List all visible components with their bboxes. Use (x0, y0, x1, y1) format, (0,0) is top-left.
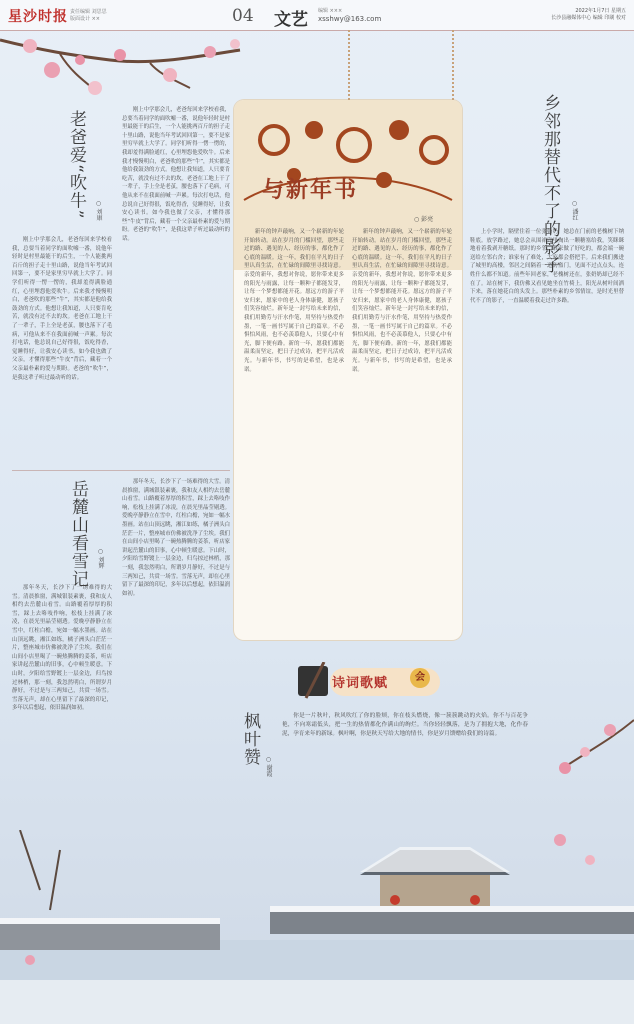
plum-branch-illustration (530, 700, 634, 800)
panel-author: ○ 彭亮 (414, 216, 434, 223)
masthead-meta: 责任编辑 刘思思 版面设计 ×× (70, 9, 107, 22)
editor-line: 编辑 ××× (318, 8, 343, 14)
section-title: 文艺 (274, 10, 308, 30)
plum-branch-illustration (0, 30, 260, 100)
author-yuelu: ○ 刘辉 (97, 548, 104, 569)
poem-fengye: 你是一片秋叶，秋风吹红了你的脸颊，你在枝头燃烧，像一簇簇跳动的火焰。你不与百花争艳，不向寒霜低头，把一生的热情都化作满山的绚烂。当你轻轻飘落，是为了拥抱大地，化作春泥，孕育来年的新绿。枫叶啊，你是秋天写给大地的情书，你是岁月馈赠给我们的诗篇。 (282, 713, 528, 737)
page-number: 04 (232, 6, 254, 26)
panel-title: 与新年书 (262, 177, 359, 203)
masthead: 星沙时报 (8, 9, 68, 25)
article-body-laoba: 刚上中学那会儿，老爸每回来学校看我，总要当着同学的面吹嘘一番，说他年轻时是村里最能干的后生，一个人能挑两百斤的担子走十里山路，说他当年考试回回第一，要不是家里穷早就上大学了。同学们听得一愣一愣的，我却羞得满脸通红，心里埋怨他爱吹牛。后来我才慢慢明白，老爸吹的那些“牛”，其实都是他给我鼓劲的方式。他想让我知道，人只要肯吃苦，就没有过不去的坎。老爸在工地上干了一辈子，手上全是老茧，腰也落下了毛病，可他从来不在我面前喊一声累。每次打电话，他总说自己好得很，饭吃得香，觉睡得好，让我安心读书。如今我也做了父亲，才懂得那些“牛皮”背后，藏着一个父亲最朴素的爱与期盼。老爸的“吹牛”，是我这辈子听过最动听的话。 (12, 237, 112, 381)
author-xiangchou: ○ 潘红 (571, 200, 578, 221)
email: xsshwy@163.com (318, 15, 382, 23)
article-title-fengye: 枫叶赞 (240, 712, 260, 766)
article-title-xiangchou: 乡邻那替代不了的影子 (540, 94, 560, 274)
hanging-string (452, 30, 454, 102)
page-header (0, 0, 634, 31)
article-body-xinnian: 新年的钟声敲响，又一个崭新的年轮开始转动。站在岁月的门槛回望，那些走过的路、遇见的人、经历的事，都化作了心底的温暖。这一年，我们在平凡的日子里认真生活，在忙碌的间隙里寻找诗意。亲爱的新年，我想对你说，愿你带来更多的阳光与雨露，让每一颗种子都能发芽，让每一个梦想都能开花。愿远方的游子平安归来，愿家中的老人身体康健，愿孩子们笑容灿烂。新年是一封写给未来的信，我们用勤劳与汗水作笔，用坚持与热爱作墨，一笔一画书写属于自己的篇章。不必惧怕风雨，也不必羡慕他人，只要心中有光，脚下便有路。新的一年，愿我们都能温柔而坚定，把日子过成诗，把平凡活成光。与新年书，书写的是希望，也是承诺。 (244, 229, 344, 373)
article-body-yuelu: 那年冬天，长沙下了一场难得的大雪。清晨推窗，满城银装素裹，我和友人相约去岳麓山看雪。山路覆着厚厚的积雪，踩上去咯吱作响，松枝上挂满了冰凌，在晨光里晶莹剔透。爱晚亭静静立在雪中，红柱白檐，宛如一幅水墨画。站在山顶远眺，湘江如练，橘子洲头白茫茫一片，整座城市仿佛被洗净了尘埃。我们在山间小店里喝了一碗热腾腾的姜茶，听店家讲起岳麓山的旧事，心中顿生暖意。下山时，夕阳给雪野镀上一层金边，归鸟掠过林梢，那一刻，我忽然明白，所谓岁月静好，不过是与三两知己，共赏一场雪。雪落无声，却在心里留下了最深的印记，多年以后想起，依旧温润如初。 (12, 585, 112, 712)
poetry-badge-text: 诗词歌赋 (332, 676, 389, 691)
poetry-badge-seal: 会 (410, 668, 430, 688)
hanging-string (348, 30, 350, 102)
divider (12, 470, 230, 471)
article-body-yuelu-col2: 那年冬天，长沙下了一场难得的大雪。清晨推窗，满城银装素裹，我和友人相约去岳麓山看雪。山路覆着厚厚的积雪，踩上去咯吱作响，松枝上挂满了冰凌，在晨光里晶莹剔透。爱晚亭静静立在雪中，红柱白檐，宛如一幅水墨画。站在山顶远眺，湘江如练，橘子洲头白茫茫一片，整座城市仿佛被洗净了尘埃。我们在山间小店里喝了一碗热腾腾的姜茶，听店家讲起岳麓山的旧事，心中顿生暖意。下山时，夕阳给雪野镀上一层金边，归鸟掠过林梢，那一刻，我忽然明白，所谓岁月静好，不过是与三两知己，共赏一场雪。雪落无声，却在心里留下了最深的印记，多年以后想起，依旧温润如初。 (122, 479, 230, 597)
article-title-yuelu: 岳麓山看雪记 (68, 480, 88, 588)
article-title-laoba: 老爸爱“吹牛” (66, 110, 86, 220)
winter-village-illustration (0, 830, 634, 1024)
author-fengye: ○ 谢霞 (265, 756, 272, 777)
article-body-xiangchou: 上小学时，隔壁住着一位张奶奶，她总在门前的老槐树下纳鞋底。放学路过，她总会从围裙兜里掏出一颗糖塞给我，笑眯眯地看着我剥开糖纸。那时的乡邻，谁家做了好吃的，都会端一碗送给左邻右舍；谁家有了难处，大家都会搭把手。后来我们搬进了城里的高楼，邻居之间隔着一道防盗门，见面不过点点头，连姓什么都不知道。前些年回老家，老槐树还在，张奶奶却已经不在了。站在树下，我仿佛又看见她坐在竹椅上，阳光从树叶间洒下来，落在她花白的头发上。那些朴素的乡邻情谊，是时光里替代不了的影子，一直温暖着我走过许多路。 (470, 229, 624, 304)
author-laoba: ○ 刘康 (95, 200, 102, 221)
article-body-xinnian-col2: 新年的钟声敲响，又一个崭新的年轮开始转动。站在岁月的门槛回望，那些走过的路、遇见的人、经历的事，都化作了心底的温暖。这一年，我们在平凡的日子里认真生活，在忙碌的间隙里寻找诗意。亲爱的新年，我想对你说，愿你带来更多的阳光与雨露，让每一颗种子都能发芽，让每一个梦想都能开花。愿远方的游子平安归来，愿家中的老人身体康健，愿孩子们笑容灿烂。新年是一封写给未来的信，我们用勤劳与汗水作笔，用坚持与热爱作墨，一笔一画书写属于自己的篇章。不必惧怕风雨，也不必羡慕他人，只要心中有光，脚下便有路。新的一年，愿我们都能温柔而坚定，把日子过成诗，把平凡活成光。与新年书，书写的是希望，也是承诺。 (352, 229, 452, 373)
dateline: 2022年1月7日 星期五 长沙县融媒体中心 编辑 印刷 校对 (551, 8, 626, 21)
article-body-laoba-col2: 刚上中学那会儿，老爸每回来学校看我，总要当着同学的面吹嘘一番，说他年轻时是村里最能干的后生，一个人能挑两百斤的担子走十里山路，说他当年考试回回第一，要不是家里穷早就上大学了。同学们听得一愣一愣的，我却羞得满脸通红，心里埋怨他爱吹牛。后来我才慢慢明白，老爸吹的那些“牛”，其实都是他给我鼓劲的方式。他想让我知道，人只要肯吃苦，就没有过不去的坎。老爸在工地上干了一辈子，手上全是老茧，腰也落下了毛病，可他从来不在我面前喊一声累。每次打电话，他总说自己好得很，饭吃得香，觉睡得好，让我安心读书。如今我也做了父亲，才懂得那些“牛皮”背后，藏着一个父亲最朴素的爱与期盼。老爸的“吹牛”，是我这辈子听过最动听的话。 (122, 107, 230, 242)
